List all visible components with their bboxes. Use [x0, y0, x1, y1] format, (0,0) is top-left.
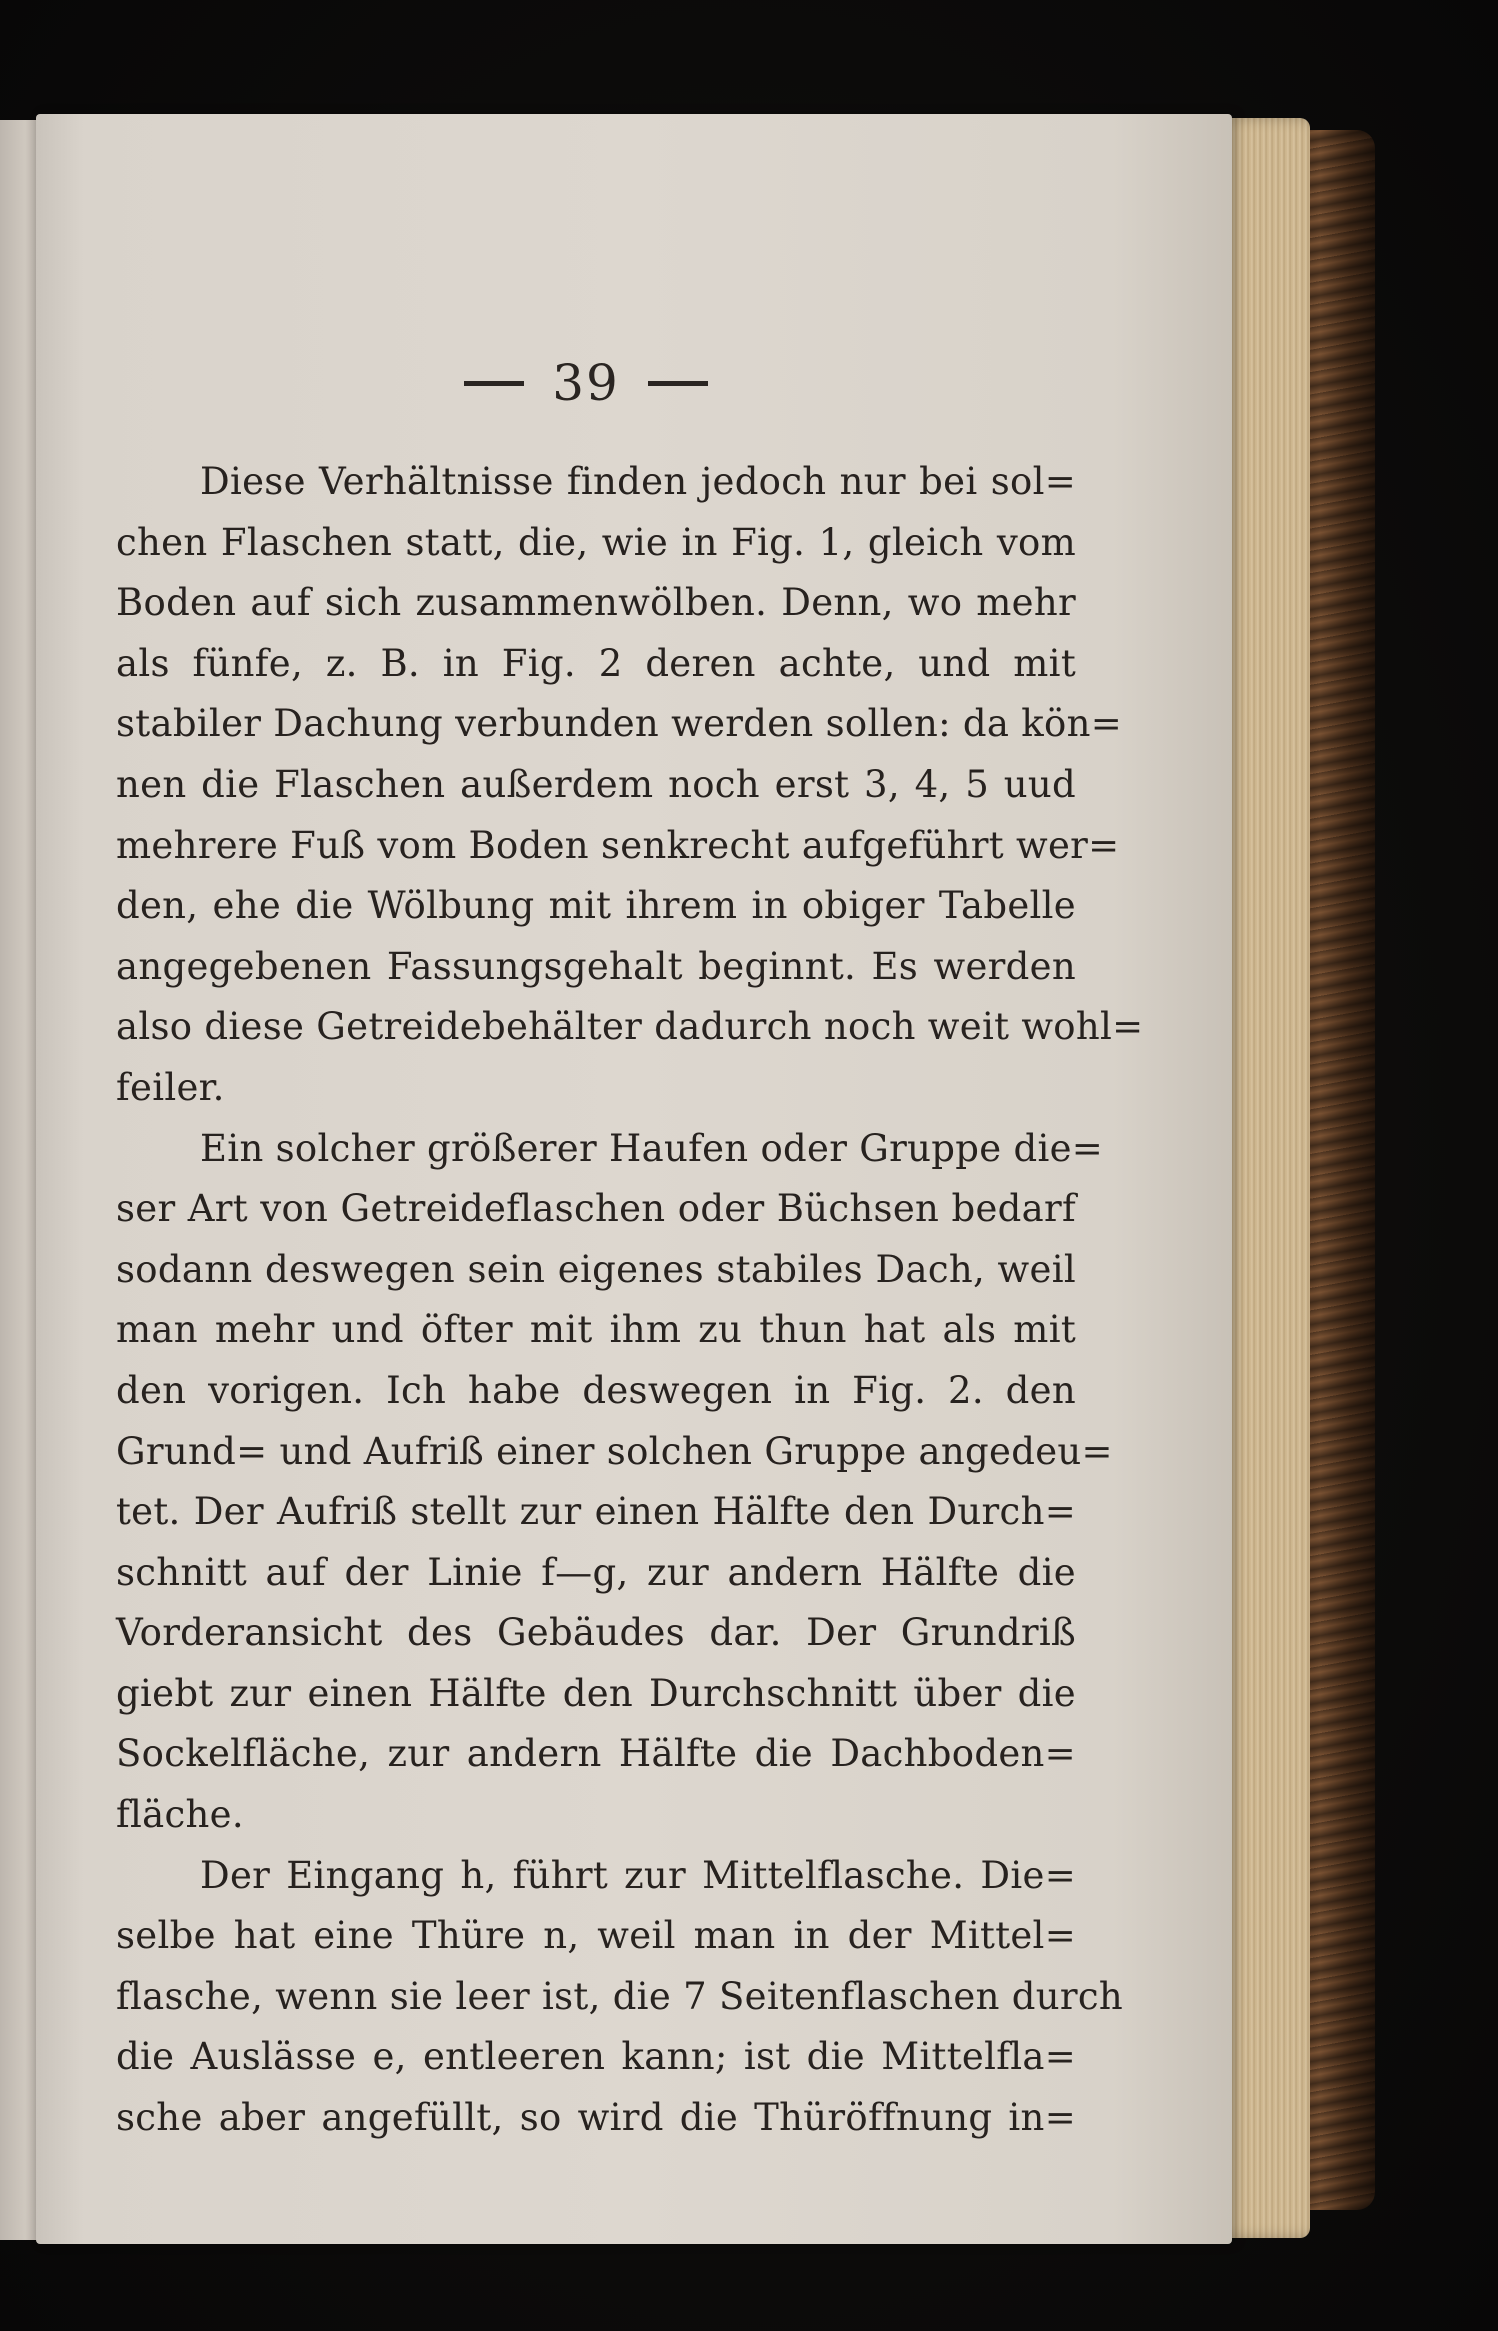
text-line: Der Eingang h, führt zur Mittelflasche. Die=: [200, 1853, 1076, 1897]
text-line: giebt zur einen Hälfte den Durchschnitt über die: [116, 1671, 1076, 1715]
text-line: mehrere Fuß vom Boden senkrecht aufgeführt wer=: [116, 823, 1120, 867]
text-line: man mehr und öfter mit ihm zu thun hat als mit: [116, 1308, 1076, 1352]
header-dash-left: [464, 381, 524, 386]
text-line: flasche, wenn sie leer ist, die 7 Seitenflaschen durch: [116, 1974, 1124, 2018]
text-line: die Auslässe e, entleeren kann; ist die Mittelfla=: [116, 2035, 1076, 2079]
text-line: also diese Getreidebehälter dadurch noch weit wohl=: [116, 1005, 1144, 1049]
text-line: Boden auf sich zusammenwölben. Denn, wo mehr: [116, 581, 1076, 625]
text-line: Sockelfläche, zur andern Hälfte die Dachboden=: [116, 1732, 1076, 1776]
text-line: als fünfe, z. B. in Fig. 2 deren achte, und mit: [116, 641, 1076, 685]
text-line: chen Flaschen statt, die, wie in Fig. 1, gleich vom: [116, 520, 1076, 564]
page-number-header: [36, 354, 1136, 412]
text-line: sodann deswegen sein eigenes stabiles Dach, weil: [116, 1247, 1076, 1291]
text-line: Diese Verhältnisse finden jedoch nur bei sol=: [200, 460, 1076, 503]
text-line: den, ehe die Wölbung mit ihrem in obiger Tabelle: [116, 884, 1076, 928]
text-line: sche aber angefüllt, so wird die Thüröffnung in=: [116, 2096, 1076, 2140]
page-number: 39: [552, 354, 620, 412]
text-line: stabiler Dachung verbunden werden sollen: da kön=: [116, 702, 1123, 746]
text-line: Ein solcher größerer Haufen oder Gruppe die=: [200, 1126, 1104, 1170]
text-line: fläche.: [116, 1793, 244, 1837]
text-line: selbe hat eine Thüre n, weil man in der Mittel=: [116, 1914, 1076, 1958]
text-line: angegebenen Fassungsgehalt beginnt. Es werden: [116, 944, 1076, 988]
book-page: [36, 114, 1232, 2244]
text-line: Vorderansicht des Gebäudes dar. Der Grundriß: [116, 1611, 1076, 1655]
text-line: tet. Der Aufriß stellt zur einen Hälfte den Durch=: [116, 1490, 1076, 1534]
text-line: schnitt auf der Linie f—g, zur andern Hälfte die: [116, 1550, 1076, 1594]
text-line: feiler.: [116, 1065, 225, 1109]
body-text: [116, 452, 1144, 2149]
text-line: ser Art von Getreideflaschen oder Büchsen bedarf: [116, 1187, 1076, 1231]
header-dash-right: [648, 381, 708, 386]
text-line: Grund= und Aufriß einer solchen Gruppe angedeu=: [116, 1429, 1113, 1473]
text-line: nen die Flaschen außerdem noch erst 3, 4, 5 uud: [116, 762, 1076, 806]
text-line: den vorigen. Ich habe deswegen in Fig. 2. den: [116, 1368, 1076, 1412]
